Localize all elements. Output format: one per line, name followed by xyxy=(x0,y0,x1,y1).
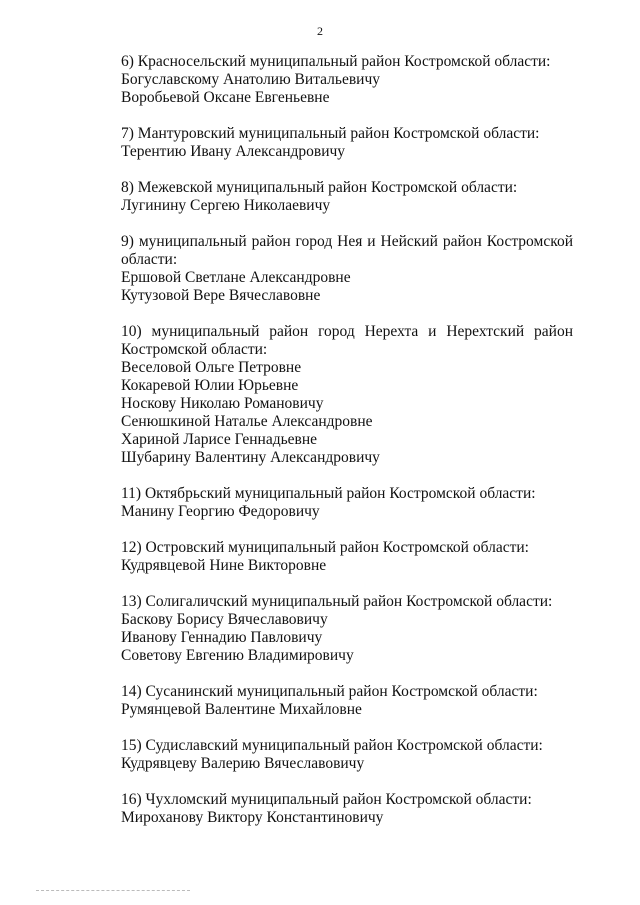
district-section xyxy=(121,683,573,719)
footer-divider xyxy=(36,890,190,892)
district-heading: 16) Чухломский муниципальный район Костромской области: xyxy=(121,791,532,808)
document-body xyxy=(121,53,573,845)
district-heading: 14) Сусанинский муниципальный район Костромской области: xyxy=(121,683,538,700)
district-heading: 9) муниципальный район город Нея и Нейский район Костромской xyxy=(121,233,573,250)
district-section xyxy=(121,791,573,827)
district-heading: 7) Мантуровский муниципальный район Костромской области: xyxy=(121,125,540,142)
district-section xyxy=(121,737,573,773)
district-heading-continuation: области: xyxy=(121,251,178,268)
person-name: Воробьевой Оксане Евгеньевне xyxy=(121,89,330,106)
person-name: Иванову Геннадию Павловичу xyxy=(121,629,323,646)
person-name: Кутузовой Вере Вячеславовне xyxy=(121,287,321,304)
district-heading: 6) Красносельский муниципальный район Костромской области: xyxy=(121,53,551,70)
person-name: Кудрявцеву Валерию Вячеславовичу xyxy=(121,755,365,772)
district-heading: 11) Октябрьский муниципальный район Костромской области: xyxy=(121,485,536,502)
district-heading: 13) Солигаличский муниципальный район Костромской области: xyxy=(121,593,553,610)
person-name: Румянцевой Валентине Михайловне xyxy=(121,701,362,718)
district-section xyxy=(121,539,573,575)
district-section xyxy=(121,593,573,665)
person-name: Ершовой Светлане Александровне xyxy=(121,269,351,286)
district-heading: 12) Островский муниципальный район Костромской области: xyxy=(121,539,529,556)
person-name: Сенюшкиной Наталье Александровне xyxy=(121,413,373,430)
person-name: Мироханову Виктору Константиновичу xyxy=(121,809,384,826)
person-name: Носкову Николаю Романовичу xyxy=(121,395,324,412)
person-name: Советову Евгению Владимировичу xyxy=(121,647,354,664)
district-heading: 15) Судиславский муниципальный район Костромской области: xyxy=(121,737,543,754)
person-name: Терентию Ивану Александровичу xyxy=(121,143,346,160)
district-section xyxy=(121,125,573,161)
person-name: Хариной Ларисе Геннадьевне xyxy=(121,431,318,448)
person-name: Баскову Борису Вячеславовичу xyxy=(121,611,328,628)
person-name: Кудрявцевой Нине Викторовне xyxy=(121,557,327,574)
district-section xyxy=(121,485,573,521)
district-section xyxy=(121,179,573,215)
person-name: Богуславскому Анатолию Витальевичу xyxy=(121,71,381,88)
district-section xyxy=(121,323,573,467)
person-name: Кокаревой Юлии Юрьевне xyxy=(121,377,299,394)
page-number: 2 xyxy=(317,24,323,38)
district-heading: 10) муниципальный район город Нерехта и Нерехтский район xyxy=(121,323,573,340)
district-section xyxy=(121,233,573,305)
person-name: Манину Георгию Федоровичу xyxy=(121,503,320,520)
district-heading: 8) Межевской муниципальный район Костромской области: xyxy=(121,179,518,196)
person-name: Шубарину Валентину Александровичу xyxy=(121,449,380,466)
person-name: Лугинину Сергею Николаевичу xyxy=(121,197,331,214)
person-name: Веселовой Ольге Петровне xyxy=(121,359,302,376)
district-heading-continuation: Костромской области: xyxy=(121,341,268,358)
district-section xyxy=(121,53,573,107)
